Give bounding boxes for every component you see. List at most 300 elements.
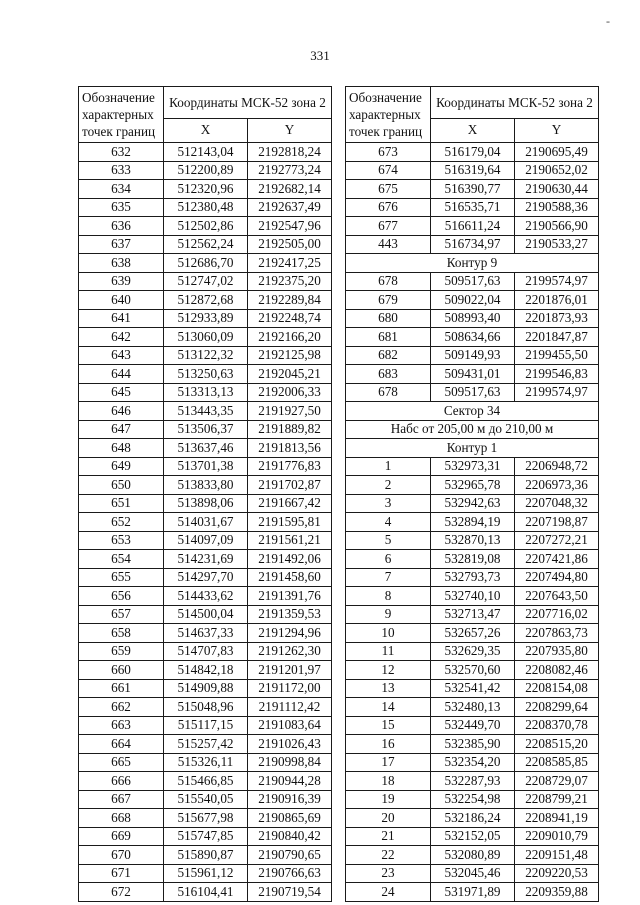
y-coordinate-cell: 2191702,87 xyxy=(248,476,332,495)
table-row xyxy=(346,346,599,365)
table-row xyxy=(346,180,599,199)
table-row xyxy=(79,217,332,236)
x-coordinate-cell: 532870,13 xyxy=(431,531,515,550)
y-coordinate-cell: 2192547,96 xyxy=(248,217,332,236)
y-coordinate-cell: 2201873,93 xyxy=(515,309,599,328)
y-coordinate-cell: 2190998,84 xyxy=(248,753,332,772)
table-row xyxy=(346,587,599,606)
table-row xyxy=(79,772,332,791)
x-coordinate-cell: 532152,05 xyxy=(431,827,515,846)
point-number-cell: 17 xyxy=(346,753,431,772)
table-row xyxy=(79,624,332,643)
table-row xyxy=(79,531,332,550)
point-number-cell: 667 xyxy=(79,790,164,809)
x-coordinate-cell: 509022,04 xyxy=(431,291,515,310)
point-number-cell: 638 xyxy=(79,254,164,273)
y-coordinate-cell: 2201876,01 xyxy=(515,291,599,310)
y-coordinate-cell: 2190916,39 xyxy=(248,790,332,809)
y-coordinate-cell: 2190840,42 xyxy=(248,827,332,846)
header-x: X xyxy=(431,118,515,142)
table-row xyxy=(79,476,332,495)
y-coordinate-cell: 2191776,83 xyxy=(248,457,332,476)
x-coordinate-cell: 516734,97 xyxy=(431,235,515,254)
y-coordinate-cell: 2191561,21 xyxy=(248,531,332,550)
y-coordinate-cell: 2190533,27 xyxy=(515,235,599,254)
table-row xyxy=(79,679,332,698)
x-coordinate-cell: 514433,62 xyxy=(164,587,248,606)
table-row xyxy=(79,180,332,199)
point-number-cell: 668 xyxy=(79,809,164,828)
y-coordinate-cell: 2191889,82 xyxy=(248,420,332,439)
table-row xyxy=(79,642,332,661)
point-number-cell: 443 xyxy=(346,235,431,254)
y-coordinate-cell: 2192125,98 xyxy=(248,346,332,365)
point-number-cell: 636 xyxy=(79,217,164,236)
point-number-cell: 678 xyxy=(346,272,431,291)
point-number-cell: 674 xyxy=(346,161,431,180)
y-coordinate-cell: 2192417,25 xyxy=(248,254,332,273)
table-row xyxy=(346,513,599,532)
x-coordinate-cell: 514231,69 xyxy=(164,550,248,569)
point-number-cell: 682 xyxy=(346,346,431,365)
x-coordinate-cell: 512143,04 xyxy=(164,143,248,162)
y-coordinate-cell: 2190790,65 xyxy=(248,846,332,865)
point-number-cell: 654 xyxy=(79,550,164,569)
x-coordinate-cell: 513898,06 xyxy=(164,494,248,513)
x-coordinate-cell: 509431,01 xyxy=(431,365,515,384)
table-row xyxy=(79,309,332,328)
x-coordinate-cell: 515257,42 xyxy=(164,735,248,754)
point-number-cell: 660 xyxy=(79,661,164,680)
x-coordinate-cell: 532385,90 xyxy=(431,735,515,754)
y-coordinate-cell: 2208941,19 xyxy=(515,809,599,828)
table-row xyxy=(79,568,332,587)
table-row xyxy=(79,587,332,606)
x-coordinate-cell: 532942,63 xyxy=(431,494,515,513)
point-number-cell: 640 xyxy=(79,291,164,310)
table-row xyxy=(346,568,599,587)
y-coordinate-cell: 2209359,88 xyxy=(515,883,599,902)
point-number-cell: 633 xyxy=(79,161,164,180)
x-coordinate-cell: 512502,86 xyxy=(164,217,248,236)
y-coordinate-cell: 2199455,50 xyxy=(515,346,599,365)
table-row xyxy=(346,402,599,421)
y-coordinate-cell: 2191458,60 xyxy=(248,568,332,587)
x-coordinate-cell: 512933,89 xyxy=(164,309,248,328)
y-coordinate-cell: 2191359,53 xyxy=(248,605,332,624)
y-coordinate-cell: 2208082,46 xyxy=(515,661,599,680)
table-row xyxy=(346,790,599,809)
table-row xyxy=(79,457,332,476)
x-coordinate-cell: 513701,38 xyxy=(164,457,248,476)
y-coordinate-cell: 2192818,24 xyxy=(248,143,332,162)
point-number-cell: 645 xyxy=(79,383,164,402)
x-coordinate-cell: 514500,04 xyxy=(164,605,248,624)
point-number-cell: 3 xyxy=(346,494,431,513)
x-coordinate-cell: 513443,35 xyxy=(164,402,248,421)
header-coordinates: Координаты МСК-52 зона 2 xyxy=(431,87,599,119)
table-row xyxy=(79,883,332,902)
y-coordinate-cell: 2208154,08 xyxy=(515,679,599,698)
y-coordinate-cell: 2207272,21 xyxy=(515,531,599,550)
table-row xyxy=(79,143,332,162)
x-coordinate-cell: 516535,71 xyxy=(431,198,515,217)
x-coordinate-cell: 509149,93 xyxy=(431,346,515,365)
table-row xyxy=(346,494,599,513)
y-coordinate-cell: 2190630,44 xyxy=(515,180,599,199)
table-row xyxy=(79,605,332,624)
point-number-cell: 634 xyxy=(79,180,164,199)
x-coordinate-cell: 512320,96 xyxy=(164,180,248,199)
y-coordinate-cell: 2192248,74 xyxy=(248,309,332,328)
point-number-cell: 10 xyxy=(346,624,431,643)
y-coordinate-cell: 2190695,49 xyxy=(515,143,599,162)
point-number-cell: 6 xyxy=(346,550,431,569)
x-coordinate-cell: 532541,42 xyxy=(431,679,515,698)
y-coordinate-cell: 2190566,90 xyxy=(515,217,599,236)
table-row xyxy=(79,402,332,421)
y-coordinate-cell: 2207421,86 xyxy=(515,550,599,569)
table-row xyxy=(346,217,599,236)
table-row xyxy=(79,513,332,532)
y-coordinate-cell: 2191294,96 xyxy=(248,624,332,643)
y-coordinate-cell: 2207716,02 xyxy=(515,605,599,624)
x-coordinate-cell: 512747,02 xyxy=(164,272,248,291)
x-coordinate-cell: 532713,47 xyxy=(431,605,515,624)
point-number-cell: 1 xyxy=(346,457,431,476)
y-coordinate-cell: 2192375,20 xyxy=(248,272,332,291)
table-row xyxy=(346,309,599,328)
y-coordinate-cell: 2208515,20 xyxy=(515,735,599,754)
x-coordinate-cell: 532354,20 xyxy=(431,753,515,772)
y-coordinate-cell: 2208299,64 xyxy=(515,698,599,717)
y-coordinate-cell: 2208585,85 xyxy=(515,753,599,772)
x-coordinate-cell: 515747,85 xyxy=(164,827,248,846)
y-coordinate-cell: 2190652,02 xyxy=(515,161,599,180)
y-coordinate-cell: 2209151,48 xyxy=(515,846,599,865)
y-coordinate-cell: 2206948,72 xyxy=(515,457,599,476)
y-coordinate-cell: 2192289,84 xyxy=(248,291,332,310)
table-row xyxy=(79,439,332,458)
point-number-cell: 666 xyxy=(79,772,164,791)
x-coordinate-cell: 532080,89 xyxy=(431,846,515,865)
point-number-cell: 652 xyxy=(79,513,164,532)
point-number-cell: 669 xyxy=(79,827,164,846)
y-coordinate-cell: 2191262,30 xyxy=(248,642,332,661)
coordinates-table-left xyxy=(78,86,332,902)
table-row xyxy=(79,235,332,254)
y-coordinate-cell: 2192006,33 xyxy=(248,383,332,402)
x-coordinate-cell: 512686,70 xyxy=(164,254,248,273)
table-row xyxy=(79,328,332,347)
header-x: X xyxy=(164,118,248,142)
point-number-cell: 651 xyxy=(79,494,164,513)
coordinates-table-right xyxy=(345,86,599,902)
x-coordinate-cell: 513250,63 xyxy=(164,365,248,384)
x-coordinate-cell: 512200,89 xyxy=(164,161,248,180)
table-row xyxy=(79,827,332,846)
table-row xyxy=(346,846,599,865)
x-coordinate-cell: 516390,77 xyxy=(431,180,515,199)
point-number-cell: 16 xyxy=(346,735,431,754)
x-coordinate-cell: 532449,70 xyxy=(431,716,515,735)
y-coordinate-cell: 2206973,36 xyxy=(515,476,599,495)
table-row xyxy=(79,790,332,809)
corner-mark: - xyxy=(606,14,610,28)
y-coordinate-cell: 2209220,53 xyxy=(515,864,599,883)
table-row xyxy=(346,328,599,347)
table-body-right xyxy=(346,143,599,902)
x-coordinate-cell: 532287,93 xyxy=(431,772,515,791)
x-coordinate-cell: 513313,13 xyxy=(164,383,248,402)
y-coordinate-cell: 2199574,97 xyxy=(515,272,599,291)
y-coordinate-cell: 2191813,56 xyxy=(248,439,332,458)
y-coordinate-cell: 2199574,97 xyxy=(515,383,599,402)
table-row xyxy=(346,420,599,439)
x-coordinate-cell: 515677,98 xyxy=(164,809,248,828)
x-coordinate-cell: 532965,78 xyxy=(431,476,515,495)
y-coordinate-cell: 2201847,87 xyxy=(515,328,599,347)
table-row xyxy=(346,772,599,791)
point-number-cell: 639 xyxy=(79,272,164,291)
x-coordinate-cell: 515048,96 xyxy=(164,698,248,717)
x-coordinate-cell: 515466,85 xyxy=(164,772,248,791)
section-label-row: Набс от 205,00 м до 210,00 м xyxy=(346,420,599,439)
table-row xyxy=(79,846,332,865)
y-coordinate-cell: 2191667,42 xyxy=(248,494,332,513)
y-coordinate-cell: 2191083,64 xyxy=(248,716,332,735)
point-number-cell: 648 xyxy=(79,439,164,458)
x-coordinate-cell: 514707,83 xyxy=(164,642,248,661)
x-coordinate-cell: 516611,24 xyxy=(431,217,515,236)
table-row xyxy=(346,198,599,217)
point-number-cell: 680 xyxy=(346,309,431,328)
x-coordinate-cell: 514842,18 xyxy=(164,661,248,680)
x-coordinate-cell: 515326,11 xyxy=(164,753,248,772)
table-row xyxy=(79,420,332,439)
section-label-row: Сектор 34 xyxy=(346,402,599,421)
x-coordinate-cell: 532186,24 xyxy=(431,809,515,828)
y-coordinate-cell: 2207048,32 xyxy=(515,494,599,513)
y-coordinate-cell: 2191112,42 xyxy=(248,698,332,717)
table-row xyxy=(346,476,599,495)
point-number-cell: 677 xyxy=(346,217,431,236)
x-coordinate-cell: 508634,66 xyxy=(431,328,515,347)
y-coordinate-cell: 2191492,06 xyxy=(248,550,332,569)
x-coordinate-cell: 532570,60 xyxy=(431,661,515,680)
x-coordinate-cell: 509517,63 xyxy=(431,383,515,402)
table-row xyxy=(346,457,599,476)
table-row xyxy=(79,365,332,384)
x-coordinate-cell: 514637,33 xyxy=(164,624,248,643)
x-coordinate-cell: 514097,09 xyxy=(164,531,248,550)
table-row xyxy=(346,291,599,310)
x-coordinate-cell: 514297,70 xyxy=(164,568,248,587)
point-number-cell: 681 xyxy=(346,328,431,347)
header-y: Y xyxy=(248,118,332,142)
x-coordinate-cell: 514031,67 xyxy=(164,513,248,532)
x-coordinate-cell: 515117,15 xyxy=(164,716,248,735)
x-coordinate-cell: 532819,08 xyxy=(431,550,515,569)
point-number-cell: 656 xyxy=(79,587,164,606)
header-point-label: Обозначение характерных точек границ xyxy=(346,87,431,143)
point-number-cell: 632 xyxy=(79,143,164,162)
point-number-cell: 21 xyxy=(346,827,431,846)
y-coordinate-cell: 2207863,73 xyxy=(515,624,599,643)
table-row xyxy=(79,864,332,883)
table-row xyxy=(346,809,599,828)
x-coordinate-cell: 514909,88 xyxy=(164,679,248,698)
table-row xyxy=(346,698,599,717)
section-label-row: Контур 9 xyxy=(346,254,599,273)
header-coordinates: Координаты МСК-52 зона 2 xyxy=(164,87,332,119)
header-y: Y xyxy=(515,118,599,142)
x-coordinate-cell: 508993,40 xyxy=(431,309,515,328)
table-row xyxy=(79,716,332,735)
x-coordinate-cell: 513637,46 xyxy=(164,439,248,458)
point-number-cell: 20 xyxy=(346,809,431,828)
table-row xyxy=(346,383,599,402)
table-row xyxy=(79,735,332,754)
point-number-cell: 675 xyxy=(346,180,431,199)
x-coordinate-cell: 512562,24 xyxy=(164,235,248,254)
point-number-cell: 664 xyxy=(79,735,164,754)
table-row xyxy=(79,809,332,828)
x-coordinate-cell: 532045,46 xyxy=(431,864,515,883)
table-body-left xyxy=(79,143,332,902)
y-coordinate-cell: 2191201,97 xyxy=(248,661,332,680)
point-number-cell: 672 xyxy=(79,883,164,902)
point-number-cell: 663 xyxy=(79,716,164,735)
point-number-cell: 649 xyxy=(79,457,164,476)
table-row xyxy=(346,272,599,291)
table-row xyxy=(79,494,332,513)
point-number-cell: 11 xyxy=(346,642,431,661)
table-row xyxy=(79,346,332,365)
x-coordinate-cell: 532629,35 xyxy=(431,642,515,661)
y-coordinate-cell: 2199546,83 xyxy=(515,365,599,384)
x-coordinate-cell: 532254,98 xyxy=(431,790,515,809)
point-number-cell: 647 xyxy=(79,420,164,439)
x-coordinate-cell: 532973,31 xyxy=(431,457,515,476)
table-row xyxy=(346,161,599,180)
point-number-cell: 4 xyxy=(346,513,431,532)
table-row xyxy=(346,531,599,550)
point-number-cell: 12 xyxy=(346,661,431,680)
x-coordinate-cell: 532480,13 xyxy=(431,698,515,717)
page-number: 331 xyxy=(310,48,330,63)
y-coordinate-cell: 2208799,21 xyxy=(515,790,599,809)
y-coordinate-cell: 2192166,20 xyxy=(248,328,332,347)
point-number-cell: 637 xyxy=(79,235,164,254)
y-coordinate-cell: 2190944,28 xyxy=(248,772,332,791)
y-coordinate-cell: 2190588,36 xyxy=(515,198,599,217)
x-coordinate-cell: 532740,10 xyxy=(431,587,515,606)
table-row xyxy=(79,254,332,273)
point-number-cell: 18 xyxy=(346,772,431,791)
point-number-cell: 641 xyxy=(79,309,164,328)
y-coordinate-cell: 2191026,43 xyxy=(248,735,332,754)
y-coordinate-cell: 2191595,81 xyxy=(248,513,332,532)
x-coordinate-cell: 515540,05 xyxy=(164,790,248,809)
x-coordinate-cell: 513506,37 xyxy=(164,420,248,439)
x-coordinate-cell: 516319,64 xyxy=(431,161,515,180)
x-coordinate-cell: 509517,63 xyxy=(431,272,515,291)
point-number-cell: 657 xyxy=(79,605,164,624)
x-coordinate-cell: 515961,12 xyxy=(164,864,248,883)
y-coordinate-cell: 2192505,00 xyxy=(248,235,332,254)
point-number-cell: 653 xyxy=(79,531,164,550)
y-coordinate-cell: 2191927,50 xyxy=(248,402,332,421)
table-row xyxy=(346,864,599,883)
x-coordinate-cell: 532894,19 xyxy=(431,513,515,532)
table-row xyxy=(79,550,332,569)
point-number-cell: 24 xyxy=(346,883,431,902)
table-row xyxy=(79,272,332,291)
point-number-cell: 662 xyxy=(79,698,164,717)
table-row xyxy=(346,661,599,680)
point-number-cell: 642 xyxy=(79,328,164,347)
table-row xyxy=(79,198,332,217)
table-row xyxy=(346,735,599,754)
x-coordinate-cell: 513122,32 xyxy=(164,346,248,365)
point-number-cell: 665 xyxy=(79,753,164,772)
point-number-cell: 643 xyxy=(79,346,164,365)
y-coordinate-cell: 2191391,76 xyxy=(248,587,332,606)
table-row xyxy=(346,439,599,458)
y-coordinate-cell: 2190865,69 xyxy=(248,809,332,828)
table-row xyxy=(346,716,599,735)
y-coordinate-cell: 2190719,54 xyxy=(248,883,332,902)
x-coordinate-cell: 516179,04 xyxy=(431,143,515,162)
point-number-cell: 673 xyxy=(346,143,431,162)
y-coordinate-cell: 2191172,00 xyxy=(248,679,332,698)
table-row xyxy=(79,161,332,180)
section-label-row: Контур 1 xyxy=(346,439,599,458)
y-coordinate-cell: 2192045,21 xyxy=(248,365,332,384)
point-number-cell: 5 xyxy=(346,531,431,550)
point-number-cell: 655 xyxy=(79,568,164,587)
point-number-cell: 658 xyxy=(79,624,164,643)
point-number-cell: 8 xyxy=(346,587,431,606)
y-coordinate-cell: 2207935,80 xyxy=(515,642,599,661)
point-number-cell: 659 xyxy=(79,642,164,661)
x-coordinate-cell: 513833,80 xyxy=(164,476,248,495)
table-row xyxy=(346,624,599,643)
x-coordinate-cell: 512872,68 xyxy=(164,291,248,310)
table-row xyxy=(346,642,599,661)
x-coordinate-cell: 531971,89 xyxy=(431,883,515,902)
x-coordinate-cell: 532793,73 xyxy=(431,568,515,587)
y-coordinate-cell: 2192682,14 xyxy=(248,180,332,199)
y-coordinate-cell: 2190766,63 xyxy=(248,864,332,883)
point-number-cell: 661 xyxy=(79,679,164,698)
y-coordinate-cell: 2207494,80 xyxy=(515,568,599,587)
table-row xyxy=(346,254,599,273)
y-coordinate-cell: 2208729,07 xyxy=(515,772,599,791)
point-number-cell: 19 xyxy=(346,790,431,809)
point-number-cell: 23 xyxy=(346,864,431,883)
point-number-cell: 671 xyxy=(79,864,164,883)
table-row xyxy=(346,883,599,902)
point-number-cell: 635 xyxy=(79,198,164,217)
point-number-cell: 646 xyxy=(79,402,164,421)
table-row xyxy=(346,235,599,254)
table-row xyxy=(79,698,332,717)
point-number-cell: 7 xyxy=(346,568,431,587)
point-number-cell: 683 xyxy=(346,365,431,384)
point-number-cell: 22 xyxy=(346,846,431,865)
